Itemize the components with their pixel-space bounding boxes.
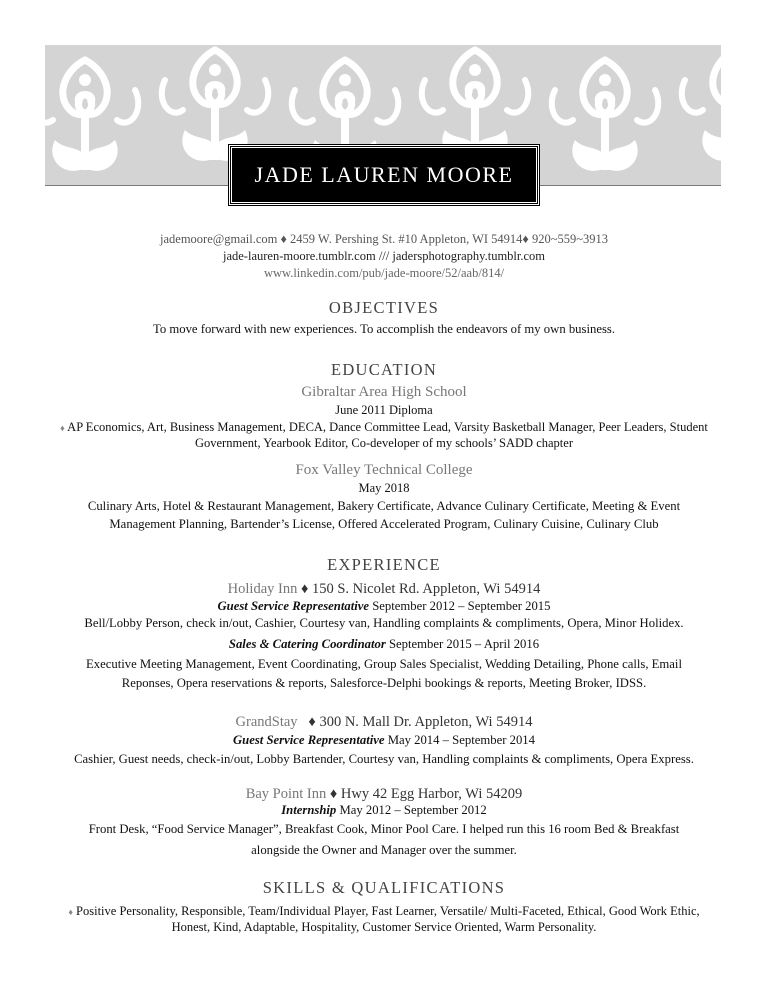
contact-line-email-address: jademoore@gmail.com ♦ 2459 W. Pershing St. #10 Appleton, WI 54914♦ 920~559~3913: [160, 232, 608, 246]
role-title: Sales & Catering Coordinator: [228, 637, 386, 651]
employer-line: [0, 714, 768, 731]
objectives-heading: OBJECTIVES: [328, 298, 440, 317]
employer-line: [0, 581, 768, 598]
contact-line-linkedin: www.linkedin.com/pub/jade-moore/52/aab/814/: [263, 266, 505, 280]
role-line: [0, 733, 768, 748]
education-heading: EDUCATION: [330, 360, 438, 379]
role-details-line: Front Desk, “Food Service Manager”, Breakfast Cook, Minor Pool Care. I helped run this 16 room Bed & Breakfast: [88, 822, 680, 836]
skills-line: Honest, Kind, Adaptable, Hospitality, Customer Service Oriented, Warm Personality.: [171, 920, 597, 934]
school-name: Fox Valley Technical College: [295, 462, 473, 478]
role-dates: September 2015 – April 2016: [385, 637, 540, 651]
candidate-name: JADE LAUREN MOORE: [254, 162, 514, 187]
school-details-text: AP Economics, Art, Business Management, DECA, Dance Committee Lead, Varsity Basketball Manager, Peer Leaders, Student: [67, 420, 708, 434]
school-date: May 2018: [358, 481, 410, 495]
school-details-line: Management Planning, Bartender’s License, Offered Accelerated Program, Culinary Cuisine, Culinary Club: [109, 517, 659, 531]
role-title: Guest Service Representative: [217, 599, 370, 613]
experience-heading: EXPERIENCE: [327, 555, 441, 574]
employer-address: ♦ 150 S. Nicolet Rd. Appleton, Wi 54914: [300, 581, 541, 597]
school-name: Gibraltar Area High School: [301, 384, 467, 400]
name-plate: [229, 145, 539, 205]
school-date: June 2011 Diploma: [335, 403, 433, 417]
role-details-line: alongside the Owner and Manager over the summer.: [251, 843, 517, 857]
role-details-line: Cashier, Guest needs, check-in/out, Lobby Bartender, Courtesy van, Handling complaints & compliments, Opera Express.: [74, 752, 694, 766]
role-details-line: Bell/Lobby Person, check in/out, Cashier, Courtesy van, Handling complaints & compliments, Opera, Minor Holidex.: [84, 616, 684, 630]
bullet-diamond-icon: ♦: [60, 423, 65, 433]
role-details-line: Executive Meeting Management, Event Coordinating, Group Sales Specialist, Wedding Detailing, Phone calls, Email: [86, 657, 682, 671]
employer-name: GrandStay: [235, 714, 298, 730]
employer-name: Holiday Inn: [227, 581, 298, 597]
role-line: [0, 637, 768, 652]
contact-line-websites: jade-lauren-moore.tumblr.com /// jadersphotography.tumblr.com: [222, 249, 546, 263]
school-details-line: Government, Yearbook Editor, Co-developer of my schools’ SADD chapter: [194, 436, 573, 450]
bullet-diamond-icon: ♦: [68, 907, 73, 917]
role-title: Internship: [281, 803, 337, 817]
skills-text: Positive Personality, Responsible, Team/Individual Player, Fast Learner, Versatile/ Multi-Faceted, Ethical, Good Work Ethic,: [76, 904, 700, 918]
role-details-line: Reponses, Opera reservations & reports, Salesforce-Delphi bookings & reports, Meeting Broker, IDSS.: [121, 676, 647, 690]
objectives-text: To move forward with new experiences. To accomplish the endeavors of my own business.: [152, 322, 616, 336]
role-title: Guest Service Representative: [233, 733, 385, 747]
school-details-line: [0, 420, 768, 435]
role-dates: May 2012 – September 2012: [336, 803, 487, 817]
role-line: [0, 599, 768, 614]
skills-line: [0, 904, 768, 919]
employer-address: ♦ 300 N. Mall Dr. Appleton, Wi 54914: [308, 714, 533, 730]
skills-heading: SKILLS & QUALIFICATIONS: [262, 878, 506, 897]
school-details-line: Culinary Arts, Hotel & Restaurant Management, Bakery Certificate, Advance Culinary Certificate, Meeting & Event: [87, 499, 681, 513]
employer-name: Bay Point Inn: [245, 786, 327, 802]
role-dates: May 2014 – September 2014: [384, 733, 535, 747]
role-line: [0, 803, 768, 818]
employer-address: ♦ Hwy 42 Egg Harbor, Wi 54209: [329, 786, 523, 802]
employer-line: [0, 786, 768, 803]
role-dates: September 2012 – September 2015: [369, 599, 551, 613]
